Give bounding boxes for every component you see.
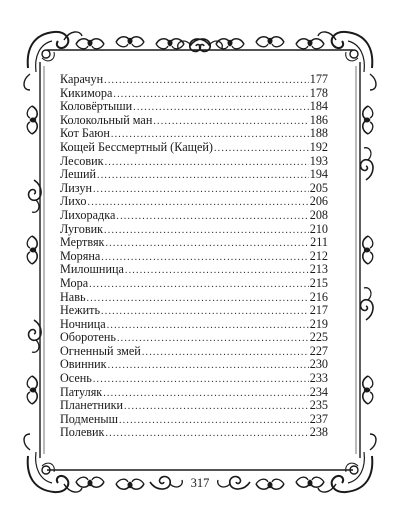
page-number: 317 [190,476,210,490]
toc-entry[interactable] [60,345,328,359]
toc-entry-title: Лихорадка [60,207,116,222]
toc-entry-title: Карачун [60,72,104,86]
toc-entry-page: 237 [309,411,328,426]
toc-entry-title: Планетники [60,398,124,413]
leader-dots [125,264,309,278]
leader-dots [89,278,309,292]
toc-entry[interactable] [60,413,328,427]
toc-entry[interactable] [60,399,328,413]
toc-entry-page: 186 [309,112,328,127]
toc-entry-page: 188 [309,126,328,141]
toc-entry[interactable] [60,87,328,101]
leader-dots [104,74,309,88]
toc-entry[interactable] [60,209,328,223]
leader-dots [116,210,308,224]
toc-entry-title: Кот Баюн [60,126,110,141]
toc-entry-page: 219 [309,316,328,331]
toc-entry[interactable] [60,277,328,291]
toc-entry-page: 212 [309,248,328,263]
toc-entry[interactable] [60,304,328,318]
leader-dots [93,183,309,197]
toc-entry-title: Коловёртыши [60,99,133,114]
toc-entry[interactable] [60,372,328,386]
toc-entry-page: 216 [309,289,328,304]
toc-entry-page: 210 [309,221,328,236]
toc-entry-title: Мора [60,275,89,290]
toc-entry-title: Полевик [60,425,105,440]
toc-entry-title: Лихо [60,194,87,209]
toc-entry-title: Ночница [60,316,106,331]
toc-entry[interactable] [60,100,328,114]
toc-entry-page: 227 [309,343,328,358]
leader-dots [88,196,309,210]
toc-entry-page: 178 [309,85,328,100]
toc-entry-page: 206 [309,194,328,209]
leader-dots [142,346,309,360]
leader-dots [104,224,309,238]
toc-entry-title: Оборотень [60,330,116,345]
toc-entry-page: 205 [309,180,328,195]
leader-dots [105,237,309,251]
leader-dots [113,88,308,102]
toc-entry-title: Патуляк [60,384,103,399]
leader-dots [117,332,309,346]
toc-entry-title: Моряна [60,248,101,263]
leader-dots [87,292,309,306]
toc-entry-page: 225 [309,330,328,345]
leader-dots [105,427,308,441]
toc-entry-page: 217 [309,303,328,318]
toc-entry-page: 238 [309,425,328,440]
toc-entry[interactable] [60,223,328,237]
toc-entry-page: 208 [309,207,328,222]
toc-entry-title: Мертвяк [60,235,105,250]
toc-entry[interactable] [60,155,328,169]
toc-entry-page: 177 [309,72,328,86]
toc-entry-page: 211 [310,235,328,250]
toc-entry-page: 235 [309,398,328,413]
toc-entry-title: Навь [60,289,86,304]
toc-entry[interactable] [60,168,328,182]
leader-dots [105,156,309,170]
toc-entry-title: Луговик [60,221,104,236]
leader-dots [103,387,308,401]
toc-entry[interactable] [60,182,328,196]
toc-entry-page: 184 [309,99,328,114]
toc-entry[interactable] [60,358,328,372]
leader-dots [133,101,309,115]
toc-entry-title: Кощей Бессмертный (Кащей) [60,139,213,154]
toc-entry[interactable] [60,236,328,250]
leader-dots [108,359,309,373]
toc-entry-title: Колокольный ман [60,112,153,127]
leader-dots [107,319,309,333]
toc-entry[interactable] [60,331,328,345]
toc-entry-title: Леший [60,167,97,182]
toc-entry-title: Осень [60,371,92,386]
toc-entry-page: 230 [309,357,328,372]
toc-entry-page: 192 [309,139,328,154]
leader-dots [124,400,309,414]
toc-entry-page: 213 [309,262,328,277]
toc-entry-title: Огненный змей [60,343,141,358]
table-of-contents [60,73,328,440]
toc-entry-page: 193 [309,153,328,168]
leader-dots [93,373,309,387]
toc-entry-title: Лесовик [60,153,104,168]
toc-entry-title: Лизун [60,180,92,195]
toc-entry[interactable] [60,195,328,209]
toc-entry[interactable] [60,386,328,400]
toc-entry-title: Кикимора [60,85,113,100]
toc-entry[interactable] [60,127,328,141]
toc-entry-title: Овинник [60,357,107,372]
leader-dots [214,142,309,156]
toc-entry-title: Милошница [60,262,124,277]
toc-entry[interactable] [60,291,328,305]
toc-entry[interactable] [60,141,328,155]
toc-entry-page: 233 [309,371,328,386]
leader-dots [153,115,308,129]
toc-entry-page: 234 [309,384,328,399]
leader-dots [101,251,308,265]
toc-entry[interactable] [60,114,328,128]
toc-entry[interactable] [60,73,328,87]
leader-dots [119,414,309,428]
toc-entry[interactable] [60,263,328,277]
toc-entry-page: 194 [309,167,328,182]
leader-dots [97,169,309,183]
toc-entry[interactable] [60,250,328,264]
toc-entry[interactable] [60,318,328,332]
toc-entry[interactable] [60,426,328,440]
toc-entry-title: Нежить [60,303,101,318]
toc-entry-title: Подменыш [60,411,118,426]
leader-dots [101,305,309,319]
toc-entry-page: 215 [309,275,328,290]
